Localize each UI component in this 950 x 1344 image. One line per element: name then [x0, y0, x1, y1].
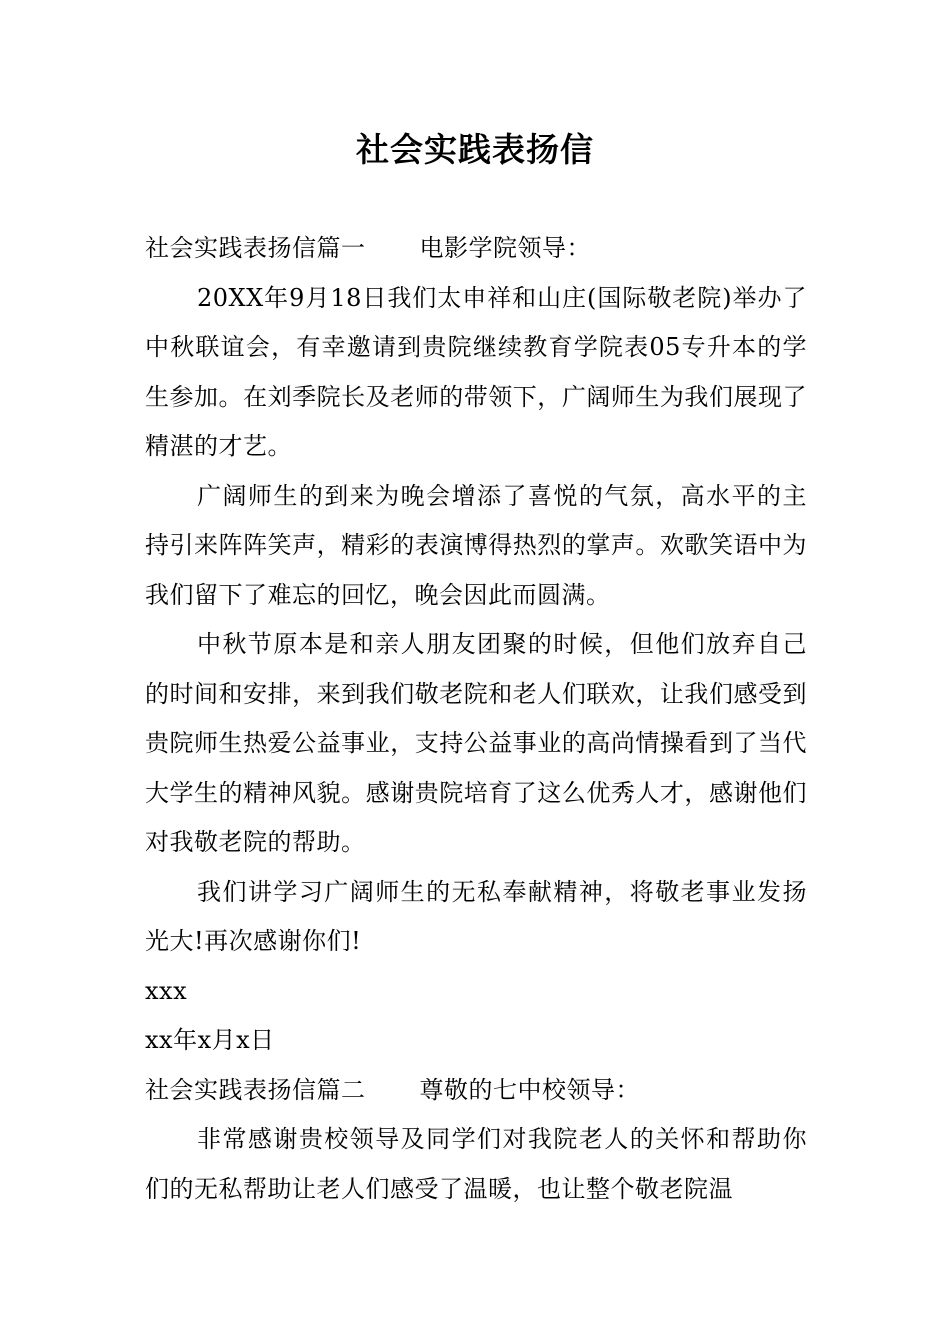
letter2-paragraph-1: 非常感谢贵校领导及同学们对我院老人的关怀和帮助你们的无私帮助让老人们感受了温暖，也让整个敬老院温 [145, 1125, 807, 1203]
letter2-heading: 社会实践表扬信篇二 [145, 1075, 366, 1104]
letter2-heading-line [145, 1066, 807, 1116]
letter1-heading-line [145, 224, 807, 274]
letter1-paragraph-4: 我们讲学习广阔师生的无私奉献精神，将敬老事业发扬光大!再次感谢你们! [145, 877, 807, 955]
letter1-paragraph-2: 广阔师生的到来为晚会增添了喜悦的气氛，高水平的主持引来阵阵笑声，精彩的表演博得热烈的掌声。欢歌笑语中为我们留下了难忘的回忆，晚会因此而圆满。 [145, 481, 807, 609]
letter1-paragraph-3: 中秋节原本是和亲人朋友团聚的时候，但他们放弃自己的时间和安排，来到我们敬老院和老人们联欢，让我们感受到贵院师生热爱公益事业，支持公益事业的高尚情操看到了当代大学生的精神风貌。感谢贵院培育了这么优秀人才，感谢他们对我敬老院的帮助。 [145, 630, 807, 856]
letter2-salutation: 尊敬的七中校领导： [419, 1075, 640, 1104]
letter1-heading: 社会实践表扬信篇一 [145, 234, 366, 262]
document-body [145, 224, 807, 1214]
letter1-signature: xxx [145, 976, 188, 1005]
letter1-salutation: 电影学院领导： [419, 234, 591, 262]
letter1-paragraph-1: 20XX年9月18日我们太申祥和山庄(国际敬老院)举办了中秋联谊会，有幸邀请到贵院继续教育学院表05专升本的学生参加。在刘季院长及老师的带领下，广阔师生为我们展现了精湛的才艺。 [145, 283, 807, 460]
letter1-date: xx年x月x日 [145, 1026, 275, 1054]
document-title: 社会实践表扬信 [356, 130, 594, 169]
